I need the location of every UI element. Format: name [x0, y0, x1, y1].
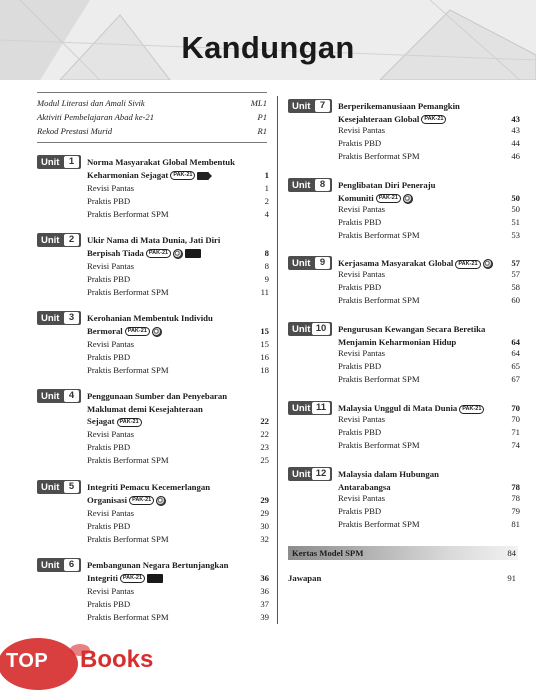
front-matter-top-rule	[37, 92, 267, 93]
unit-badge: Unit 12	[288, 467, 332, 481]
unit-badge: Unit 1	[37, 155, 81, 169]
pak21-badge: PAK-21	[170, 171, 195, 180]
list-item[interactable]: Revisi Pantas 70	[338, 414, 520, 424]
list-item[interactable]: Praktis Berformat SPM 60	[338, 295, 520, 306]
list-item[interactable]: Praktis PBD 2	[87, 196, 269, 207]
list-item[interactable]: Praktis PBD 9	[87, 274, 269, 285]
globe-icon	[173, 249, 183, 259]
front-matter-row[interactable]: Aktiviti Pembelajaran Abad ke-21 P1	[37, 112, 267, 122]
unit-badge: Unit 7	[288, 99, 332, 113]
jawapan-page: 91	[507, 573, 516, 583]
list-item[interactable]: Praktis PBD 30	[87, 521, 269, 532]
list-item[interactable]: Praktis Berformat SPM 32	[87, 534, 269, 545]
unit-subitems	[87, 260, 269, 300]
unit-title: Pembangunan Negara Bertunjangkan Integriti PAK-21 36	[87, 560, 269, 583]
list-item[interactable]: Revisi Pantas 1	[87, 183, 269, 193]
list-item[interactable]: Revisi Pantas 50	[338, 204, 520, 214]
unit-title: Kerjasama Masyarakat Global PAK-21 57	[338, 258, 520, 268]
list-item[interactable]: Revisi Pantas 78	[338, 493, 520, 503]
jawapan-entry[interactable]	[288, 573, 518, 583]
topbooks-watermark-logo	[0, 628, 200, 700]
unit-badge: Unit 5	[37, 480, 81, 494]
kertas-model-entry[interactable]	[288, 546, 518, 560]
unit-title: Malaysia dalam Hubungan Antarabangsa 78	[338, 469, 520, 492]
unit-subitems	[87, 338, 269, 378]
list-item[interactable]: Revisi Pantas 43	[338, 125, 520, 135]
list-item[interactable]: Praktis Berformat SPM 4	[87, 209, 269, 220]
list-item[interactable]: Praktis Berformat SPM 18	[87, 365, 269, 376]
unit-badge: Unit 8	[288, 178, 332, 192]
column-divider	[277, 96, 278, 624]
list-item[interactable]: Praktis PBD 16	[87, 352, 269, 363]
pak21-badge: PAK-21	[125, 327, 150, 336]
page-title: Kandungan	[181, 30, 355, 65]
pak21-badge: PAK-21	[455, 260, 480, 269]
list-item[interactable]: Revisi Pantas 15	[87, 339, 269, 349]
pak21-badge: PAK-21	[117, 418, 142, 427]
list-item[interactable]: Praktis PBD 71	[338, 427, 520, 438]
list-item[interactable]: Praktis PBD 44	[338, 138, 520, 149]
list-item[interactable]: Praktis Berformat SPM 39	[87, 612, 269, 623]
list-item[interactable]: Praktis Berformat SPM 46	[338, 151, 520, 162]
pak21-badge: PAK-21	[421, 115, 446, 124]
pak21-badge: PAK-21	[146, 249, 171, 258]
unit-badge: Unit 3	[37, 311, 81, 325]
unit-title: Kerohanian Membentuk Individu Bermoral PAK-21 15	[87, 313, 269, 336]
globe-icon	[152, 327, 162, 337]
unit-badge: Unit 4	[37, 389, 81, 403]
pak21-badge: PAK-21	[376, 194, 401, 203]
list-item[interactable]: Praktis Berformat SPM 25	[87, 455, 269, 466]
unit-subitems	[338, 347, 520, 387]
globe-icon	[156, 496, 166, 506]
front-matter	[37, 96, 267, 138]
unit-subitems	[87, 507, 269, 547]
watermark-books-text: Books	[80, 646, 154, 673]
unit-title: Norma Masyarakat Global Membentuk Keharmonian Sejagat PAK-21 1	[87, 157, 269, 180]
ar-icon	[147, 574, 163, 583]
list-item[interactable]: Praktis PBD 79	[338, 506, 520, 517]
list-item[interactable]: Praktis PBD 51	[338, 217, 520, 228]
unit-badge: Unit 11	[288, 401, 332, 415]
unit-title: Ukir Nama di Mata Dunia, Jati Diri Berpisah Tiada PAK-21 8	[87, 235, 269, 258]
front-matter-bottom-rule	[37, 142, 267, 143]
unit-subitems	[338, 268, 520, 308]
ar-icon	[185, 249, 201, 258]
unit-badge: Unit 10	[288, 322, 332, 336]
list-item[interactable]: Revisi Pantas 22	[87, 429, 269, 439]
unit-title: Berperikemanusiaan Pemangkin Kesejahteraan Global PAK-21 43	[338, 101, 520, 124]
unit-subitems	[338, 203, 520, 243]
list-item[interactable]: Praktis PBD 58	[338, 282, 520, 293]
unit-subitems	[338, 492, 520, 532]
list-item[interactable]: Praktis Berformat SPM 11	[87, 287, 269, 298]
unit-subitems	[87, 428, 269, 468]
unit-title: Integriti Pemacu Kecemerlangan Organisasi PAK-21 29	[87, 482, 269, 505]
list-item[interactable]: Revisi Pantas 57	[338, 269, 520, 279]
watermark-top-text: TOP	[6, 650, 49, 672]
list-item[interactable]: Revisi Pantas 8	[87, 261, 269, 271]
list-item[interactable]: Revisi Pantas 64	[338, 348, 520, 358]
unit-title: Penggunaan Sumber dan Penyebaran Maklumat demi Kesejahteraan Sejagat PAK-21 22	[87, 391, 269, 427]
list-item[interactable]: Praktis Berformat SPM 67	[338, 374, 520, 385]
unit-subitems	[87, 182, 269, 222]
jawapan-label: Jawapan	[288, 573, 322, 583]
list-item[interactable]: Praktis PBD 37	[87, 599, 269, 610]
unit-badge: Unit 2	[37, 233, 81, 247]
pak21-badge: PAK-21	[129, 496, 154, 505]
list-item[interactable]: Praktis Berformat SPM 81	[338, 519, 520, 530]
list-item[interactable]: Praktis Berformat SPM 53	[338, 230, 520, 241]
unit-badge: Unit 9	[288, 256, 332, 270]
unit-title: Malaysia Unggul di Mata Dunia PAK-21 70	[338, 403, 520, 413]
front-matter-row[interactable]: Modul Literasi dan Amali Sivik ML1	[37, 98, 267, 108]
list-item[interactable]: Praktis PBD 23	[87, 442, 269, 453]
unit-subitems	[338, 413, 520, 453]
pak21-badge: PAK-21	[459, 405, 484, 414]
kertas-model-label: Kertas Model SPM	[292, 548, 364, 558]
list-item[interactable]: Revisi Pantas 29	[87, 508, 269, 518]
list-item[interactable]: Praktis PBD 65	[338, 361, 520, 372]
list-item[interactable]: Praktis Berformat SPM 74	[338, 440, 520, 451]
unit-title: Penglibatan Diri Peneraju Komuniti PAK-21 50	[338, 180, 520, 203]
unit-subitems	[87, 585, 269, 625]
unit-subitems	[338, 124, 520, 164]
pak21-badge: PAK-21	[120, 574, 145, 583]
unit-title: Pengurusan Kewangan Secara Beretika Menjamin Keharmonian Hidup 64	[338, 324, 520, 347]
video-icon	[197, 172, 209, 180]
list-item[interactable]: Revisi Pantas 36	[87, 586, 269, 596]
front-matter-row[interactable]: Rekod Prestasi Murid R1	[37, 126, 267, 136]
unit-badge: Unit 6	[37, 558, 81, 572]
kertas-model-page: 84	[507, 548, 516, 558]
